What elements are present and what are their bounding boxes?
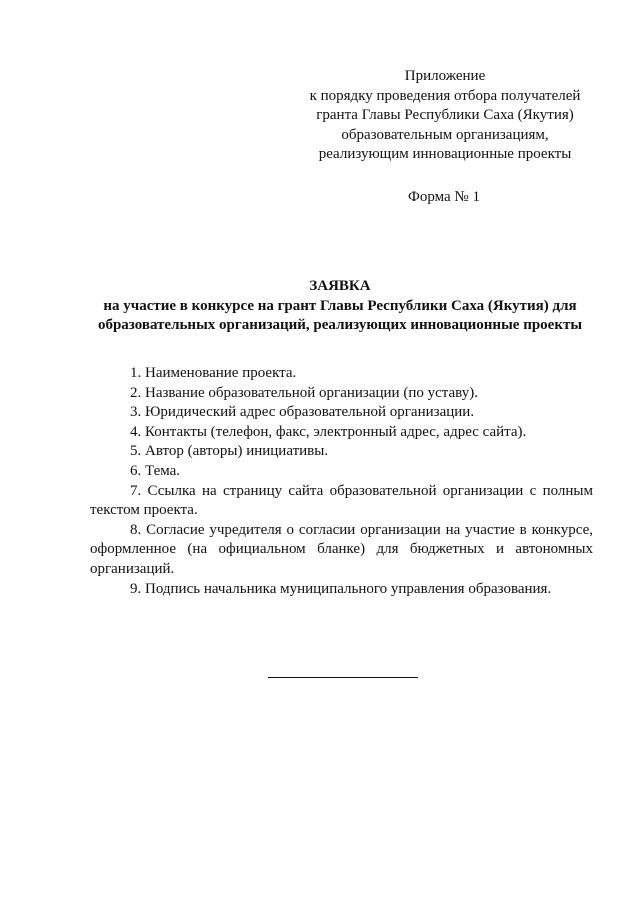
appendix-header-line: гранта Главы Республики Саха (Якутия) <box>316 107 574 123</box>
form-number: Форма № 1 <box>408 189 480 205</box>
appendix-header-line: образовательным организациям, <box>341 126 549 143</box>
list-item: 8. Согласие учредителя о согласии организации на участие в конкурсе, оформленное (на официальном бланке) для бюджетных и автономных организаций. <box>90 521 593 577</box>
appendix-header-line: реализующим инновационные проекты <box>318 146 572 162</box>
list-item: 5. Автор (авторы) инициативы. <box>130 443 329 460</box>
list-item: 1. Наименование проекта. <box>130 365 297 381</box>
signature-line <box>268 677 418 678</box>
list-item: 3. Юридический адрес образовательной организации. <box>130 404 475 421</box>
appendix-header-line: к порядку проведения отбора получателей <box>309 87 581 104</box>
appendix-header-line: Приложение <box>404 68 486 84</box>
appendix-header <box>300 67 590 165</box>
list-item: 4. Контакты (телефон, факс, электронный адрес, адрес сайта). <box>130 423 527 440</box>
list-item: 9. Подпись начальника муниципального управления образования. <box>130 580 552 597</box>
title-line-2: на участие в конкурсе на грант Главы Республики Саха (Якутия) для <box>103 297 577 314</box>
list-item: 2. Название образовательной организации (по уставу). <box>130 384 478 401</box>
document-title <box>90 277 590 336</box>
title-line-3: образовательных организаций, реализующих инновационные проекты <box>97 317 583 333</box>
title-main: ЗАЯВКА <box>309 278 371 294</box>
list-item: 6. Тема. <box>130 462 181 479</box>
list-item: 7. Ссылка на страницу сайта образовательной организации с полным текстом проекта. <box>90 482 593 519</box>
requirements-list <box>90 364 593 599</box>
